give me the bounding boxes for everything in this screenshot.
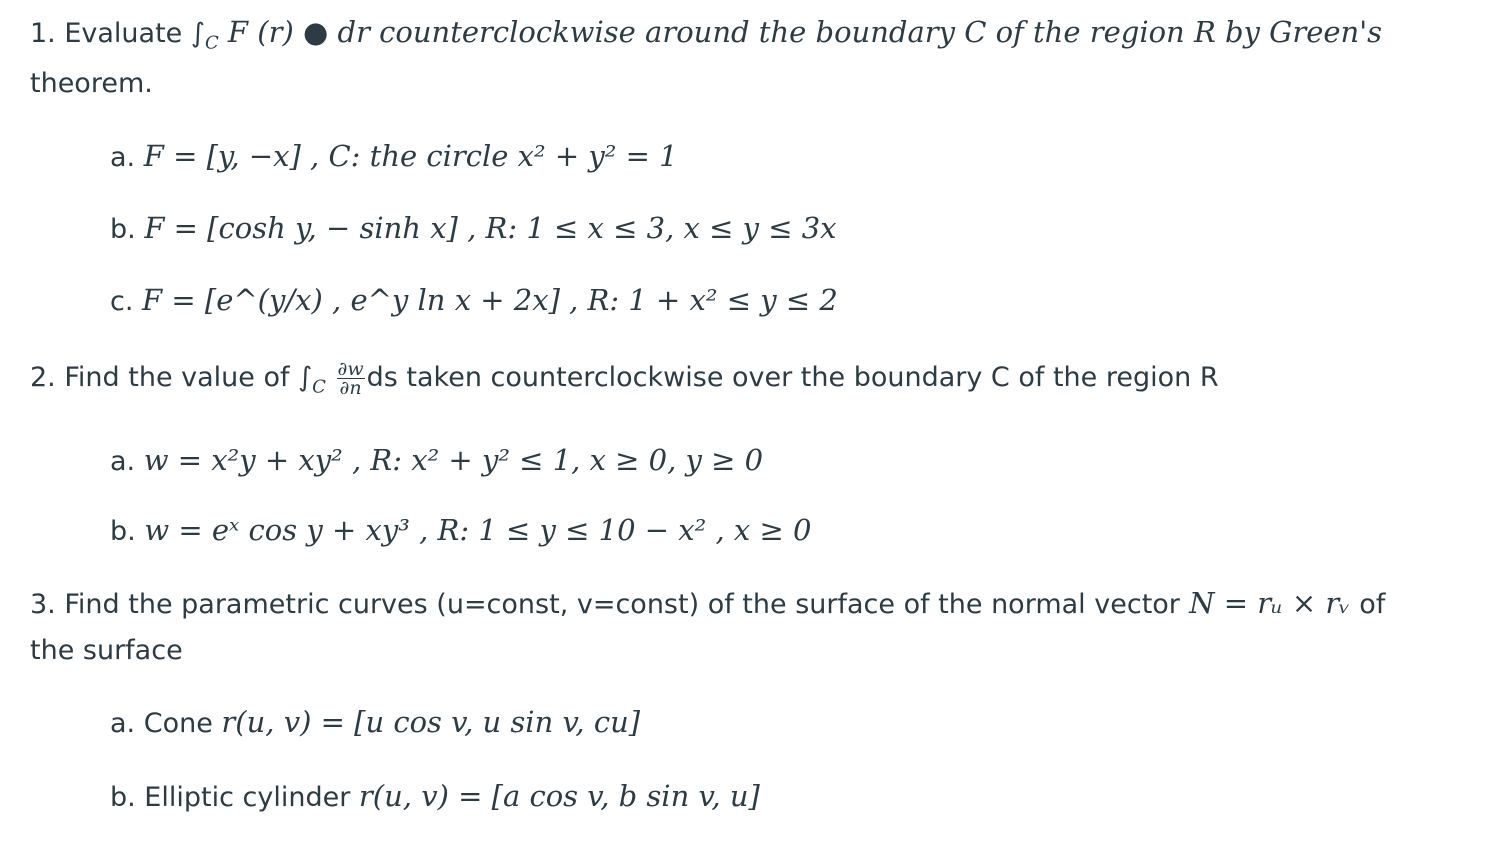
q2-b-formula: w = eˣ cos y + xy³ , R: 1 ≤ y ≤ 10 − x² , x ≥ 0: [144, 513, 812, 547]
q3-normal-vector: N = rᵤ × rᵥ: [1179, 586, 1360, 620]
q3-b-label: b. Elliptic cylinder: [110, 782, 351, 813]
q2-a-label: a.: [110, 446, 136, 477]
q1-integral-sub: C: [204, 32, 219, 54]
q3-item-a: [110, 702, 640, 744]
q2-integral-sub: C: [312, 376, 326, 398]
q1-intro: 1. Evaluate ∫: [30, 18, 205, 49]
q3-a-formula: r(u, v) = [u cos v, u sin v, cu]: [221, 705, 641, 739]
q3-intro-end: of: [1359, 589, 1386, 620]
q2-line1: [30, 358, 1219, 407]
q2-frac-den: ∂n: [339, 377, 362, 399]
q3-intro: 3. Find the parametric curves (u=const, v=const) of the surface of the normal vector: [30, 589, 1180, 620]
q1-b-formula: F = [cosh y, − sinh x] , R: 1 ≤ x ≤ 3, x ≤ y ≤ 3x: [144, 211, 837, 245]
q1-item-a: [110, 136, 678, 178]
q1-item-b: [110, 208, 837, 250]
q3-a-label: a. Cone: [110, 708, 213, 739]
q3-line1: [30, 583, 1385, 625]
q1-c-formula: F = [e^(y/x) , e^y ln x + 2x] , R: 1 + x² ≤ y ≤ 2: [142, 283, 838, 317]
q2-intro: 2. Find the value of ∫: [30, 362, 313, 393]
q1-a-label: a.: [110, 142, 136, 173]
q2-item-a: [110, 440, 763, 482]
q1-item-c: [110, 280, 838, 322]
q2-item-b: [110, 510, 811, 552]
q1-line1: [30, 12, 1382, 63]
q2-derivative-fraction: [337, 360, 365, 397]
q1-c-label: c.: [110, 286, 134, 317]
q1-intro-rest: F (r) ● dr counterclockwise around the boundary C of the region R by Green's: [218, 15, 1383, 49]
q2-b-label: b.: [110, 516, 136, 547]
q3-item-b: [110, 776, 760, 818]
q3-line2: the surface: [30, 635, 183, 666]
q2-a-formula: w = x²y + xy² , R: x² + y² ≤ 1, x ≥ 0, y ≥ 0: [143, 443, 764, 477]
q1-a-formula: F = [y, −x] , C: the circle x² + y² = 1: [143, 139, 678, 173]
q2-intro-rest: ds taken counterclockwise over the boundary C of the region R: [366, 362, 1219, 393]
q3-b-formula: r(u, v) = [a cos v, b sin v, u]: [358, 779, 760, 813]
q1-line2: theorem.: [30, 68, 153, 99]
q1-b-label: b.: [110, 214, 136, 245]
q2-frac-num: ∂w: [337, 358, 364, 380]
